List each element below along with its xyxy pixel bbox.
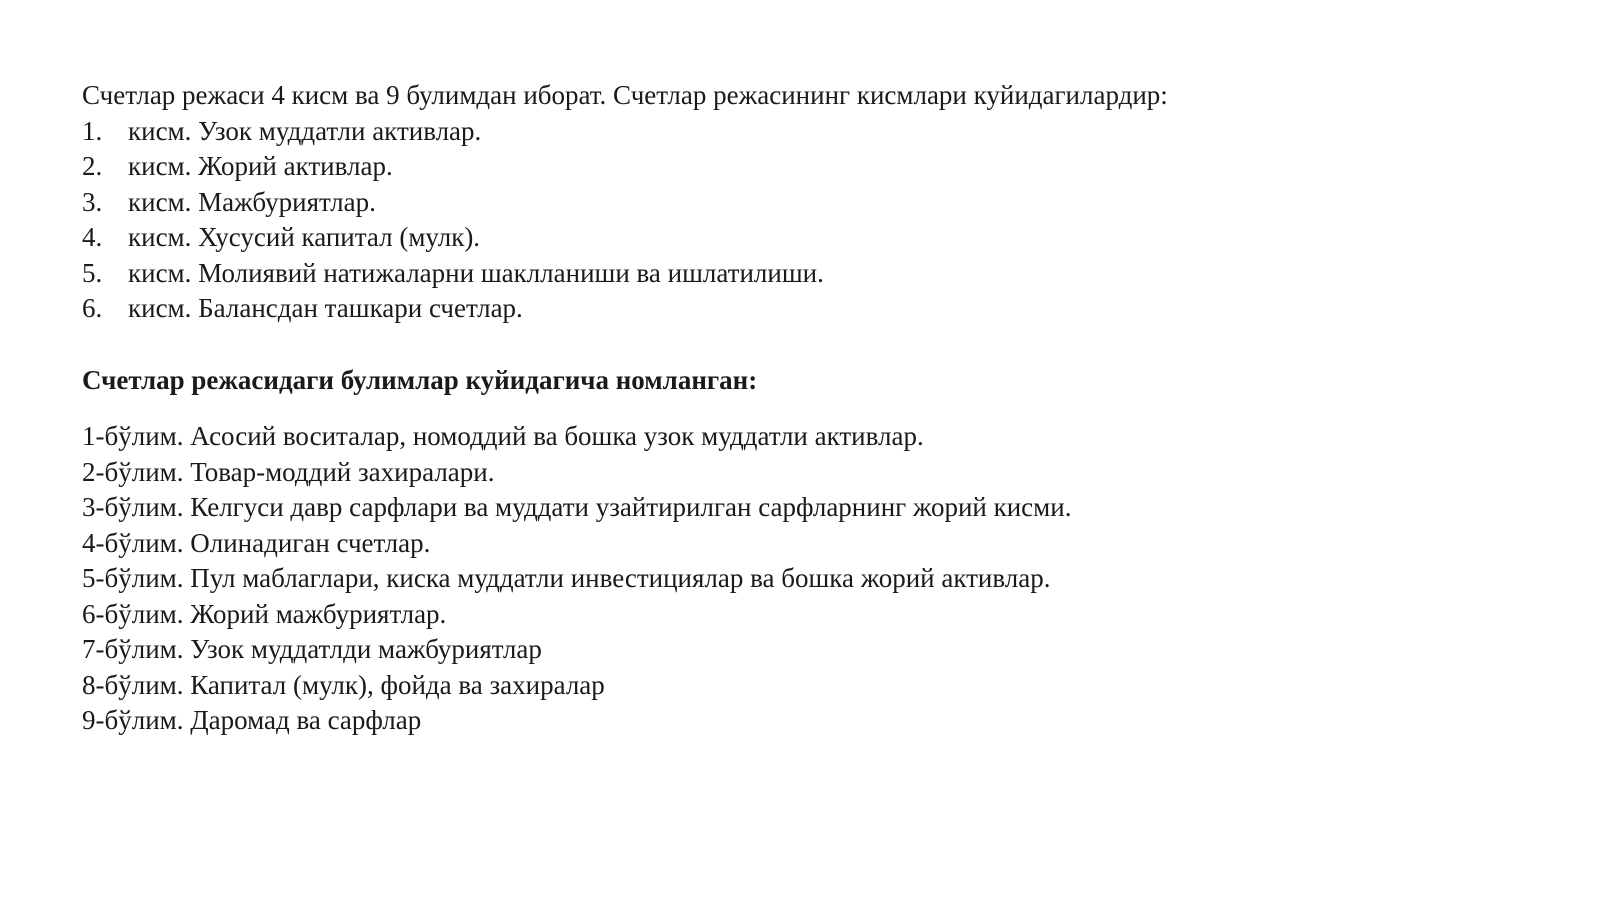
list-item: [82, 185, 1562, 221]
list-text: кисм. Узок муддатли активлар.: [128, 115, 482, 146]
section-line: 3-бўлим. Келгуси давр сарфлари ва муддати узайтирилган сарфларнинг жорий кисми.: [82, 492, 1072, 522]
section-line: 7-бўлим. Узок муддатлди мажбуриятлар: [82, 634, 542, 664]
list-text: кисм. Балансдан ташкари счетлар.: [128, 293, 523, 323]
sections-list: [82, 419, 1562, 739]
list-item: [82, 256, 1562, 292]
list-text: кисм. Хусусий капитал (мулк).: [128, 222, 481, 252]
list-item: [82, 149, 1562, 185]
section-line: 6-бўлим. Жорий мажбуриятлар.: [82, 598, 447, 629]
list-text: кисм. Молиявий натижаларни шаклланиши ва ишлатилиши.: [128, 257, 824, 288]
parts-list: [82, 114, 1562, 327]
list-number: 4.: [82, 222, 103, 252]
section-line: 5-бўлим. Пул маблаглари, киска муддатли инвестициялар ва бошка жорий активлар.: [82, 563, 1051, 593]
section-line: 1-бўлим. Асосий воситалар, номоддий ва бошка узок муддатли активлар.: [82, 421, 924, 451]
list-number: 6.: [82, 293, 103, 323]
list-item: [82, 220, 1562, 256]
list-item: [82, 291, 1562, 327]
section-line: 2-бўлим. Товар-моддий захиралари.: [82, 456, 495, 487]
section-line: 4-бўлим. Олинадиган счетлар.: [82, 527, 431, 558]
intro-paragraph: Счетлар режаси 4 кисм ва 9 булимдан иборат. Счетлар режасининг кисмлари куйидагилардир:: [82, 80, 1168, 110]
list-number: 3.: [82, 186, 103, 217]
list-item: [82, 114, 1562, 150]
section-line: 8-бўлим. Капитал (мулк), фойда ва захиралар: [82, 669, 605, 700]
list-number: 2.: [82, 151, 103, 181]
section-line: 9-бўлим. Даромад ва сарфлар: [82, 705, 422, 735]
list-number: 1.: [82, 115, 103, 146]
list-text: кисм. Мажбуриятлар.: [128, 186, 376, 217]
sections-heading: Счетлар режасидаги булимлар куйидагича номланган:: [82, 364, 758, 395]
list-number: 5.: [82, 257, 103, 288]
list-text: кисм. Жорий активлар.: [128, 151, 393, 181]
document-body: [82, 78, 1562, 739]
